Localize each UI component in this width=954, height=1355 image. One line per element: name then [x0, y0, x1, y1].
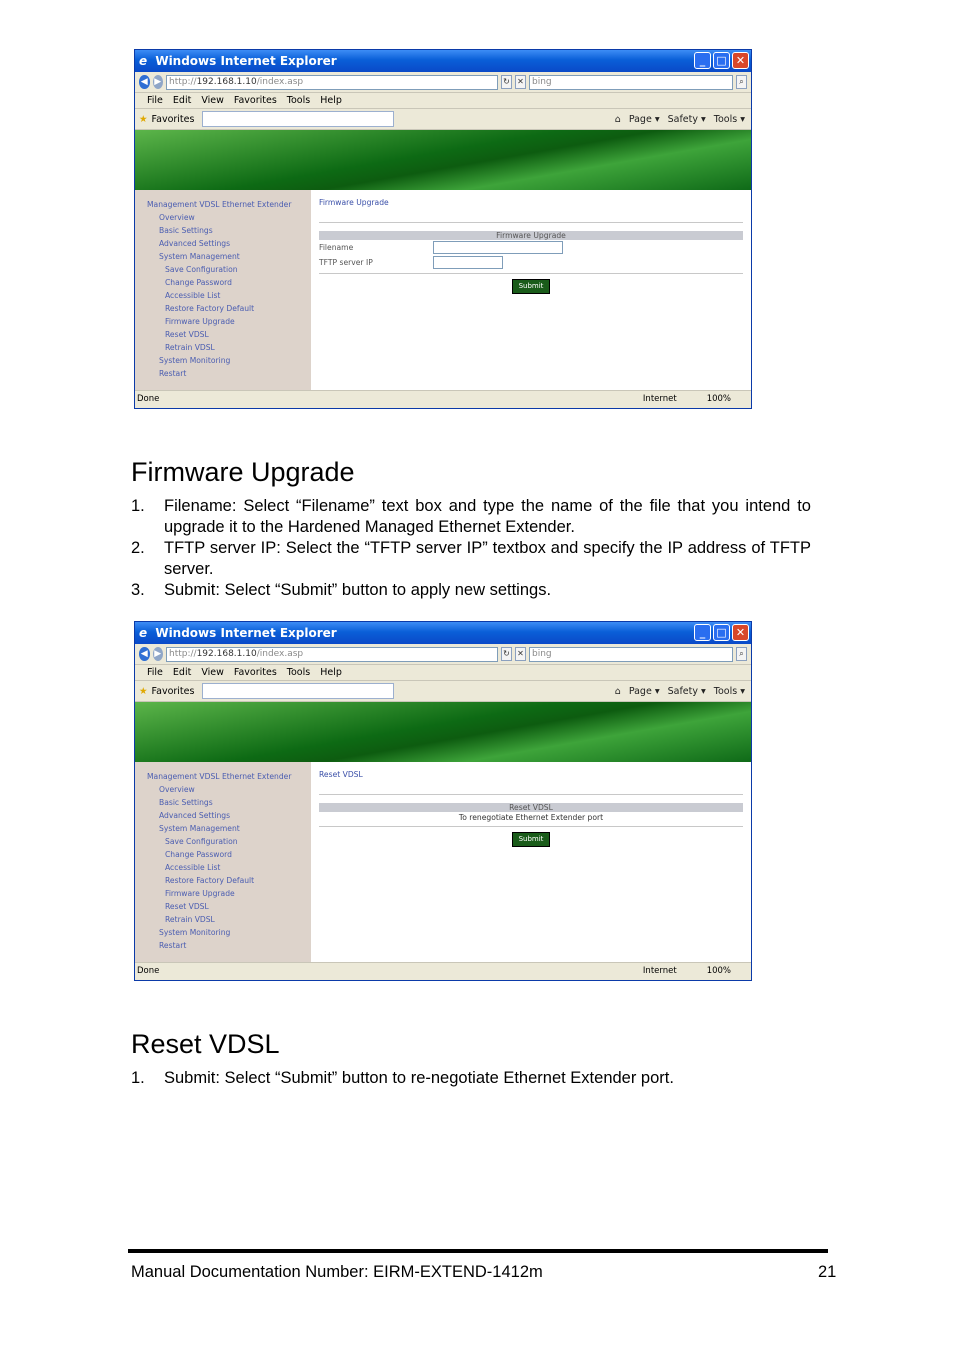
header-banner: [135, 130, 751, 190]
tftp-server-ip-input[interactable]: [433, 256, 503, 269]
sidebar-item[interactable]: Advanced Settings: [159, 239, 231, 248]
sidebar-item[interactable]: System Monitoring: [159, 356, 231, 365]
refresh-icon[interactable]: ↻: [501, 75, 512, 89]
menu-file[interactable]: File: [147, 667, 163, 678]
zoom-level[interactable]: 100%: [706, 965, 731, 976]
cmd-tools[interactable]: Tools ▾: [713, 685, 745, 697]
address-input[interactable]: http://192.168.1.10/index.asp: [166, 647, 498, 662]
sidebar-item[interactable]: Accessible List: [165, 291, 221, 300]
sidebar-item[interactable]: Firmware Upgrade: [165, 317, 235, 326]
sidebar-item[interactable]: System Monitoring: [159, 928, 231, 937]
firmware-heading: Firmware Upgrade: [131, 457, 355, 487]
search-input[interactable]: bing: [529, 647, 733, 662]
address-input[interactable]: http://192.168.1.10/index.asp: [166, 75, 498, 90]
refresh-icon[interactable]: ↻: [501, 647, 512, 661]
favorites-bar: [135, 109, 751, 130]
reset-heading: Reset VDSL: [131, 1029, 280, 1059]
address-toolbar: [135, 644, 751, 665]
star-icon: ★: [139, 113, 148, 125]
list-item: 2. TFTP server IP: Select the “TFTP server IP” textbox and specify the IP address of TFTP server.: [131, 539, 811, 578]
page-title: Firmware Upgrade: [319, 198, 743, 223]
zoom-level[interactable]: 100%: [706, 393, 731, 404]
sidebar-item[interactable]: Basic Settings: [159, 798, 213, 807]
section-header: Firmware Upgrade: [319, 231, 743, 240]
sidebar-item[interactable]: Retrain VDSL: [165, 343, 215, 352]
favorites-button[interactable]: Favorites: [151, 113, 195, 125]
favorites-bar: [135, 681, 751, 702]
list-item: 3. Submit: Select “Submit” button to apply new settings.: [131, 581, 552, 599]
sidebar-item[interactable]: Reset VDSL: [165, 330, 209, 339]
menu-help[interactable]: Help: [320, 667, 342, 678]
sidebar-item[interactable]: System Management: [159, 824, 240, 833]
sidebar-item[interactable]: Basic Settings: [159, 226, 213, 235]
menu-edit[interactable]: Edit: [172, 667, 192, 678]
header-banner: [135, 702, 751, 762]
sidebar-item[interactable]: Advanced Settings: [159, 811, 231, 820]
back-arrow-icon[interactable]: ◀: [140, 77, 148, 87]
title-bar: [135, 50, 751, 72]
status-bar: [135, 962, 751, 978]
sidebar-tree: [135, 762, 311, 962]
menu-tools[interactable]: Tools: [286, 95, 311, 106]
star-icon: ★: [139, 685, 148, 697]
title-bar: [135, 622, 751, 644]
sidebar-item[interactable]: Reset VDSL: [165, 902, 209, 911]
section-header: Reset VDSL: [319, 803, 743, 812]
sidebar-item[interactable]: Change Password: [165, 278, 232, 287]
address-toolbar: [135, 72, 751, 93]
back-arrow-icon[interactable]: ◀: [140, 649, 148, 659]
sidebar-item[interactable]: System Management: [159, 252, 240, 261]
tftp-label: TFTP server IP: [319, 258, 373, 267]
sidebar-item[interactable]: Save Configuration: [165, 837, 238, 846]
menu-favorites[interactable]: Favorites: [233, 95, 277, 106]
sidebar-item[interactable]: Restore Factory Default: [165, 876, 255, 885]
submit-button[interactable]: Submit: [512, 279, 550, 294]
window-title: Windows Internet Explorer: [155, 54, 337, 68]
minimize-button[interactable]: _: [694, 52, 711, 69]
reset-steps: [131, 1068, 811, 1089]
cmd-safety[interactable]: Safety ▾: [667, 685, 706, 697]
sidebar-item[interactable]: Retrain VDSL: [165, 915, 215, 924]
forward-arrow-icon[interactable]: ▶: [154, 649, 162, 659]
zone-indicator: Internet: [642, 965, 677, 976]
minimize-button[interactable]: _: [694, 624, 711, 641]
sidebar-item[interactable]: Restart: [159, 941, 187, 950]
list-item: 1. Filename: Select “Filename” text box and type the name of the file that you intend to upgrade it to the Hardened Managed Ethernet Extender.: [131, 497, 811, 536]
menu-favorites[interactable]: Favorites: [233, 667, 277, 678]
search-icon[interactable]: ⌕: [736, 647, 747, 661]
sidebar-item[interactable]: Management VDSL Ethernet Extender: [147, 772, 292, 781]
page-title: Reset VDSL: [319, 770, 743, 795]
favorites-button[interactable]: Favorites: [151, 685, 195, 697]
sidebar-item[interactable]: Restore Factory Default: [165, 304, 255, 313]
menu-edit[interactable]: Edit: [172, 95, 192, 106]
window-title: Windows Internet Explorer: [155, 626, 337, 640]
browser-window-firmware: [134, 49, 752, 409]
search-input[interactable]: bing: [529, 75, 733, 90]
status-text: Done: [137, 965, 160, 976]
sidebar-item[interactable]: Change Password: [165, 850, 232, 859]
sidebar-item[interactable]: Firmware Upgrade: [165, 889, 235, 898]
firmware-steps: [131, 496, 811, 601]
browser-tab[interactable]: [202, 111, 394, 127]
zone-indicator: Internet: [642, 393, 677, 404]
stop-icon[interactable]: ✕: [515, 75, 526, 89]
cmd-tools[interactable]: Tools ▾: [713, 113, 745, 125]
menu-bar: [135, 93, 751, 109]
cmd-page[interactable]: Page ▾: [628, 685, 660, 697]
cmd-page[interactable]: Page ▾: [628, 113, 660, 125]
sidebar-item[interactable]: Management VDSL Ethernet Extender: [147, 200, 292, 209]
filename-label: Filename: [319, 243, 354, 252]
browser-window-reset: [134, 621, 752, 981]
sidebar-tree: [135, 190, 311, 390]
submit-button[interactable]: Submit: [512, 832, 550, 847]
browser-tab[interactable]: [202, 683, 394, 699]
sidebar-item[interactable]: Overview: [159, 213, 195, 222]
main-panel: [311, 190, 751, 390]
page-number: 21: [818, 1263, 837, 1281]
filename-input[interactable]: [433, 241, 563, 254]
menu-file[interactable]: File: [147, 95, 163, 106]
cmd-safety[interactable]: Safety ▾: [667, 113, 706, 125]
maximize-button[interactable]: □: [713, 624, 730, 641]
ie-logo-icon: e: [139, 54, 148, 68]
close-button[interactable]: ✕: [732, 624, 749, 641]
reset-note: To renegotiate Ethernet Extender port: [458, 813, 604, 822]
maximize-button[interactable]: □: [713, 52, 730, 69]
home-icon[interactable]: ⌂: [614, 685, 621, 697]
status-text: Done: [137, 393, 160, 404]
menu-view[interactable]: View: [201, 667, 224, 678]
footer-doc-number: Manual Documentation Number: EIRM-EXTEND-1412m: [131, 1263, 543, 1281]
menu-tools[interactable]: Tools: [286, 667, 311, 678]
sidebar-item[interactable]: Overview: [159, 785, 195, 794]
sidebar-item[interactable]: Save Configuration: [165, 265, 238, 274]
sidebar-item[interactable]: Accessible List: [165, 863, 221, 872]
stop-icon[interactable]: ✕: [515, 647, 526, 661]
sidebar-item[interactable]: Restart: [159, 369, 187, 378]
home-icon[interactable]: ⌂: [614, 113, 621, 125]
footer-rule: [128, 1249, 828, 1253]
ie-logo-icon: e: [139, 626, 148, 640]
close-button[interactable]: ✕: [732, 52, 749, 69]
menu-help[interactable]: Help: [320, 95, 342, 106]
menu-view[interactable]: View: [201, 95, 224, 106]
forward-arrow-icon[interactable]: ▶: [154, 77, 162, 87]
main-panel: [311, 762, 751, 962]
menu-bar: [135, 665, 751, 681]
status-bar: [135, 390, 751, 406]
list-item: 1. Submit: Select “Submit” button to re-negotiate Ethernet Extender port.: [131, 1069, 674, 1087]
search-icon[interactable]: ⌕: [736, 75, 747, 89]
